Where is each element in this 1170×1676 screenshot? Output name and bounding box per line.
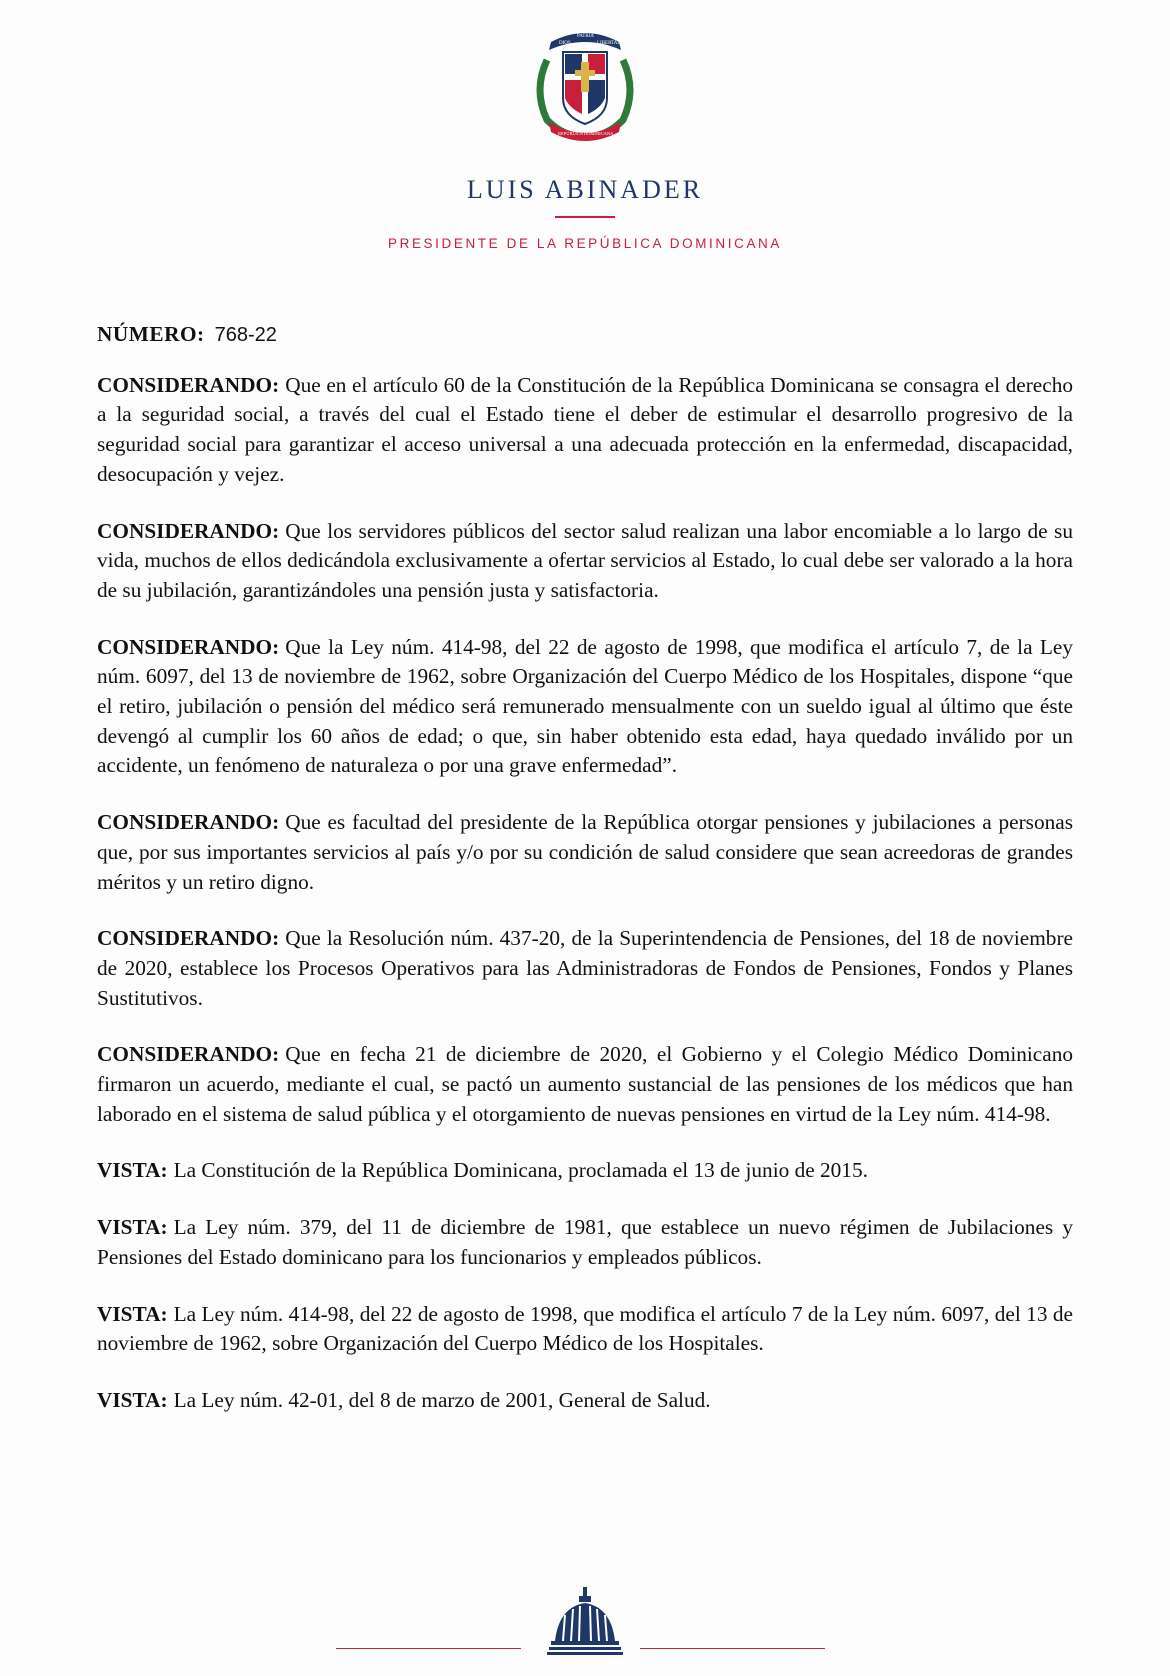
paragraph-text: La Ley núm. 379, del 11 de diciembre de 1981, que establece un nuevo régimen de Jubilaciones y Pensiones del Estado dominicano para los funcionarios y empleados públicos.	[97, 1215, 1073, 1269]
paragraph-keyword: VISTA:	[97, 1215, 168, 1240]
paragraph-text: La Ley núm. 414-98, del 22 de agosto de 1998, que modifica el artículo 7 de la Ley núm. 6097, del 13 de noviembre de 1962, sobre Organización del Cuerpo Médico de los Hospitales.	[97, 1301, 1073, 1356]
svg-text:REPÚBLICA DOMINICANA: REPÚBLICA DOMINICANA	[558, 131, 614, 136]
paragraph	[97, 633, 1073, 782]
paragraph	[97, 517, 1073, 606]
paragraph-keyword: CONSIDERANDO:	[97, 634, 280, 659]
decree-body	[97, 320, 1073, 1443]
paragraph-keyword: VISTA:	[97, 1158, 168, 1183]
paragraph-text: Que los servidores públicos del sector salud realizan una labor encomiable a lo largo de su vida, muchos de ellos dedicándola exclusivamente a ofertar servicios al Estado, lo cual debe ser valorado a la hora de su jubilación, garantizándoles una pensión justa y satisfactoria.	[97, 518, 1073, 602]
svg-text:DIOS: DIOS	[559, 41, 571, 46]
paragraph-keyword: VISTA:	[97, 1301, 168, 1326]
paragraph	[97, 371, 1073, 490]
decree-number	[97, 320, 1073, 351]
president-name: LUIS ABINADER	[466, 175, 704, 204]
paragraph-text: Que la Ley núm. 414-98, del 22 de agosto de 1998, que modifica el artículo 7, de la Ley núm. 6097, del 13 de noviembre de 1962, sobre Organización del Cuerpo Médico de los Hospitales, dispone “que el retiro, jubilación o pensión del médico será remunerado mensualmente con un sueldo igual al último que éste devengó al cumplir los 60 años de edad; o que, sin haber obtenido esta edad, haya quedado inválido por un accidente, un fenómeno de naturaleza o por una grave enfermedad”.	[97, 634, 1073, 778]
paragraph-text: La Constitución de la República Dominicana, proclamada el 13 de junio de 2015.	[173, 1158, 868, 1183]
svg-text:PATRIA: PATRIA	[577, 34, 595, 39]
name-underline-divider	[555, 216, 615, 218]
footer-rule-left	[336, 1648, 521, 1649]
paragraph	[97, 1213, 1073, 1272]
footer-rule-right	[640, 1648, 825, 1649]
coat-of-arms-seal	[525, 20, 645, 145]
president-title: PRESIDENTE DE LA REPÚBLICA DOMINICANA	[387, 236, 783, 251]
paragraph-text: Que en el artículo 60 de la Constitución de la República Dominicana se consagra el derecho a la seguridad social, a través del cual el Estado tiene el deber de estimular el desarrollo progresivo de la seguridad social para garantizar el acceso universal a una adecuada protección en la enfermedad, discapacidad, desocupación y vejez.	[97, 372, 1073, 486]
number-label: NÚMERO:	[97, 322, 205, 346]
paragraph-text: Que es facultad del presidente de la República otorgar pensiones y jubilaciones a personas que, por sus importantes servicios al país y/o por su condición de salud considere que sean acreedoras de grandes méritos y un retiro digno.	[97, 810, 1073, 894]
paragraph-keyword: CONSIDERANDO:	[97, 372, 280, 397]
paragraph	[97, 1156, 1073, 1186]
national-palace-dome-icon	[545, 1585, 625, 1660]
paragraph-keyword: CONSIDERANDO:	[97, 518, 280, 543]
paragraph-keyword: CONSIDERANDO:	[97, 810, 280, 835]
paragraph	[97, 1386, 1073, 1416]
paragraph-keyword: CONSIDERANDO:	[97, 926, 280, 951]
paragraph-keyword: VISTA:	[97, 1387, 168, 1412]
paragraph-text: La Ley núm. 42-01, del 8 de marzo de 2001, General de Salud.	[173, 1387, 711, 1412]
paragraph	[97, 1300, 1073, 1359]
paragraph-text: Que en fecha 21 de diciembre de 2020, el Gobierno y el Colegio Médico Dominicano firmaron un acuerdo, mediante el cual, se pactó un aumento sustancial de las pensiones de los médicos que han laborado en el sistema de salud pública y el otorgamiento de nuevas pensiones en virtud de la Ley núm. 414-98.	[97, 1042, 1073, 1126]
paragraph	[97, 808, 1073, 897]
number-value: 768-22	[214, 324, 277, 346]
paragraph	[97, 1040, 1073, 1129]
svg-text:LIBERTAD: LIBERTAD	[597, 41, 622, 46]
paragraph-keyword: CONSIDERANDO:	[97, 1042, 280, 1067]
paragraph	[97, 924, 1073, 1013]
paragraph-text: Que la Resolución núm. 437-20, de la Superintendencia de Pensiones, del 18 de noviembre de 2020, establece los Procesos Operativos para las Administradoras de Fondos de Pensiones, Fondos y Planes Sustitutivos.	[97, 926, 1073, 1010]
